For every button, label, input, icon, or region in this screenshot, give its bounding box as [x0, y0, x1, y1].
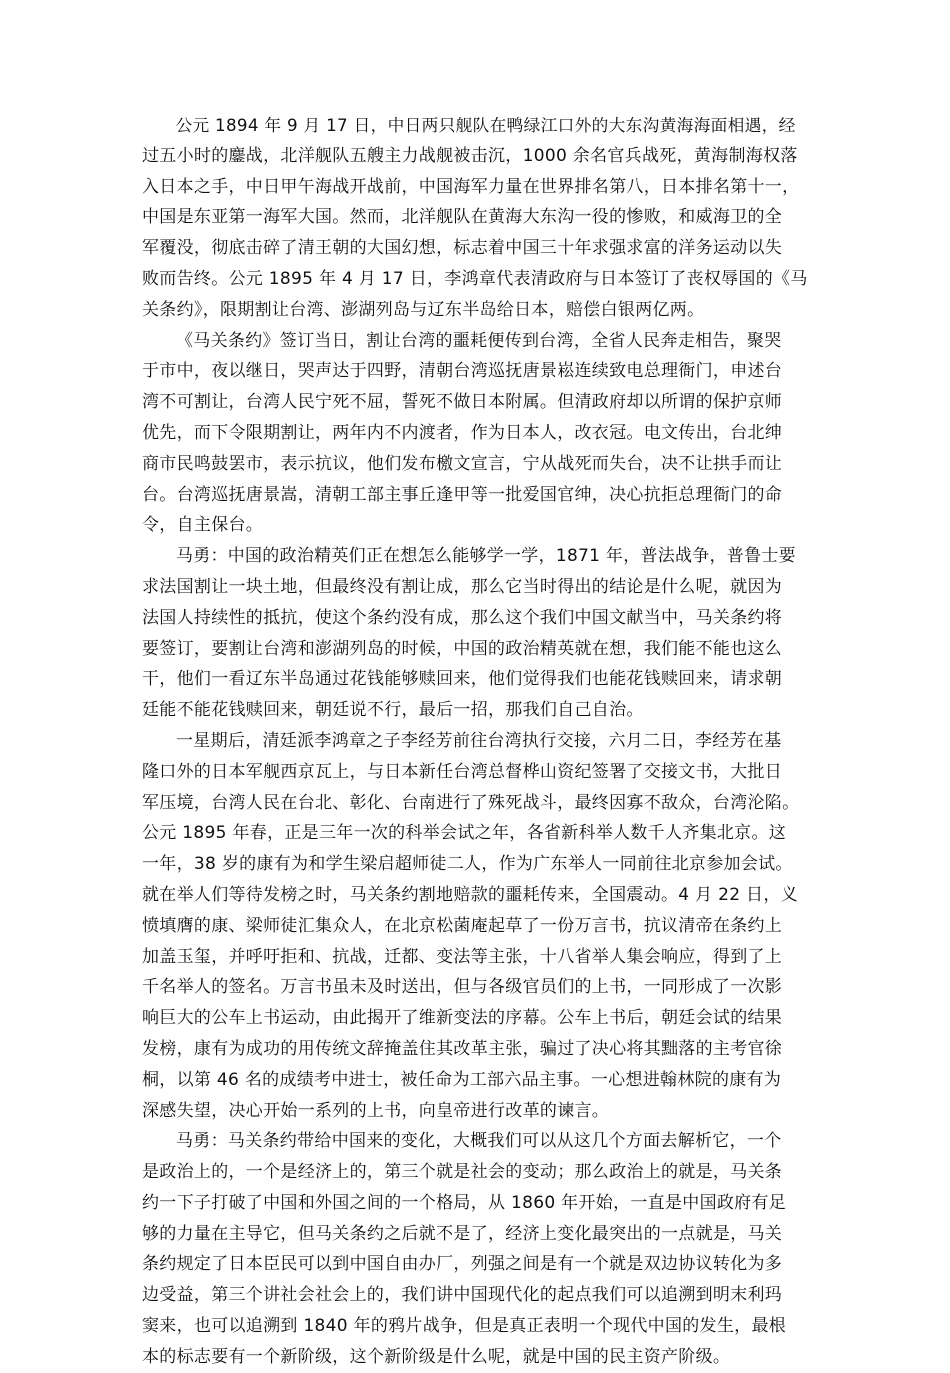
text-line: 深感失望，决心开始一系列的上书，向皇帝进行改革的谏言。: [142, 1100, 610, 1121]
paragraph-4: [142, 726, 830, 1126]
text-line: 发榜，康有为成功的用传统文辞掩盖住其改革主张，骗过了决心将其黜落的主考官徐: [142, 1038, 783, 1059]
text-line: 中国是东亚第一海军大国。然而，北洋舰队在黄海大东沟一役的惨败，和威海卫的全: [142, 207, 783, 228]
text-line: 马勇：马关条约带给中国来的变化，大概我们可以从这几个方面去解析它，一个: [176, 1131, 782, 1152]
paragraph-5: [142, 1126, 830, 1372]
text-line: 约一下子打破了中国和外国之间的一个格局，从 1860 年开始，一直是中国政府有足: [142, 1192, 787, 1213]
text-line: 公元 1895 年春，正是三年一次的科举会试之年，各省新科举人数千人齐集北京。这: [142, 823, 787, 844]
text-line: 隆口外的日本军舰西京瓦上，与日本新任台湾总督桦山资纪签署了交接文书，大批日: [142, 761, 783, 782]
text-line: 台。台湾巡抚唐景嵩，清朝工部主事丘逢甲等一批爱国官绅，决心抗拒总理衙门的命: [142, 484, 783, 505]
text-line: 《马关条约》签订当日，割让台湾的噩耗便传到台湾，全省人民奔走相告，聚哭: [176, 330, 782, 351]
text-line: 一年，38 岁的康有为和学生梁启超师徒二人，作为广东举人一同前往北京参加会试。: [142, 854, 793, 875]
text-line: 于市中，夜以继日，哭声达于四野，清朝台湾巡抚唐景崧连续致电总理衙门，申述台: [142, 361, 783, 382]
text-line: 窦来，也可以追溯到 1840 年的鸦片战争，但是真正表明一个现代中国的发生，最根: [142, 1316, 787, 1337]
paragraph-3: [142, 541, 830, 726]
text-line: 干，他们一看辽东半岛通过花钱能够赎回来，他们觉得我们也能花钱赎回来，请求朝: [142, 669, 783, 690]
text-line: 马勇：中国的政治精英们正在想怎么能够学一学，1871 年，普法战争，普鲁士要: [175, 546, 796, 567]
text-line: 千名举人的签名。万言书虽未及时送出，但与各级官员们的上书，一同形成了一次影: [142, 977, 783, 998]
text-line: 优先，而下令限期割让，两年内不内渡者，作为日本人，改衣冠。电文传出，台北绅: [142, 422, 783, 443]
text-line: 求法国割让一块土地，但最终没有割让成，那么它当时得出的结论是什么呢，就因为: [142, 576, 783, 597]
text-line: 令，自主保台。: [142, 515, 264, 536]
paragraph-2: [142, 326, 830, 542]
text-line: 关条约》，限期割让台湾、澎湖列岛与辽东半岛给日本，赔偿白银两亿两。: [142, 299, 705, 320]
text-line: 加盖玉玺，并呼吁拒和、抗战，迁都、变法等主张，十八省举人集会响应，得到了上: [142, 946, 783, 967]
text-line: 桐，以第 46 名的成绩考中进士，被任命为工部六品主事。一心想进翰林院的康有为: [142, 1069, 782, 1090]
text-line: 湾不可割让，台湾人民宁死不屈，誓死不做日本附属。但清政府却以所谓的保护京师: [142, 392, 783, 413]
text-line: 本的标志要有一个新阶级，这个新阶级是什么呢，就是中国的民主资产阶级。: [142, 1346, 731, 1367]
text-line: 是政治上的，一个是经济上的，第三个就是社会的变动；那么政治上的就是，马关条: [142, 1162, 783, 1183]
text-line: 一星期后，清廷派李鸿章之子李经芳前往台湾执行交接，六月二日，李经芳在基: [176, 730, 782, 751]
text-line: 法国人持续性的抵抗，使这个条约没有成，那么这个我们中国文献当中，马关条约将: [142, 607, 783, 628]
text-line: 廷能不能花钱赎回来，朝廷说不行，最后一招，那我们自己自治。: [142, 700, 644, 721]
text-line: 过五小时的鏖战，北洋舰队五艘主力战舰被击沉，1000 余名官兵战死，黄海制海权落: [142, 145, 798, 166]
article-body: [142, 110, 830, 1373]
text-line: 军压境，台湾人民在台北、彰化、台南进行了殊死战斗，最终因寡不敌众，台湾沦陷。: [142, 792, 800, 813]
text-line: 商市民鸣鼓罢市，表示抗议，他们发布檄文宣言，宁从战死而失台，决不让拱手而让: [142, 453, 783, 474]
text-line: 愤填膺的康、梁师徒汇集众人，在北京松菌庵起草了一份万言书，抗议清帝在条约上: [142, 915, 783, 936]
text-line: 响巨大的公车上书运动，由此揭开了维新变法的序幕。公车上书后，朝廷会试的结果: [142, 1008, 783, 1029]
text-line: 要签订，要割让台湾和澎湖列岛的时候，中国的政治精英就在想，我们能不能也这么: [142, 638, 783, 659]
text-line: 军覆没，彻底击碎了清王朝的大国幻想，标志着中国三十年求强求富的洋务运动以失: [142, 238, 783, 259]
text-line: 入日本之手，中日甲午海战开战前，中国海军力量在世界排名第八，日本排名第十一，: [142, 176, 800, 197]
text-line: 条约规定了日本臣民可以到中国自由办厂，列强之间是有一个就是双边协议转化为多: [142, 1254, 783, 1275]
text-line: 够的力量在主导它，但马关条约之后就不是了，经济上变化最突出的一点就是，马关: [142, 1223, 783, 1244]
text-line: 公元 1894 年 9 月 17 日，中日两只舰队在鸭绿江口外的大东沟黄海海面相遇，经: [175, 115, 796, 135]
paragraph-1: [142, 110, 830, 326]
text-line: 边受益，第三个讲社会社会上的，我们讲中国现代化的起点我们可以追溯到明末利玛: [142, 1285, 783, 1306]
text-line: 败而告终。公元 1895 年 4 月 17 日，李鸿章代表清政府与日本签订了丧权辱国的《马: [142, 268, 808, 289]
text-line: 就在举人们等待发榜之时，马关条约割地赔款的噩耗传来，全国震动。4 月 22 日，义: [142, 884, 798, 905]
